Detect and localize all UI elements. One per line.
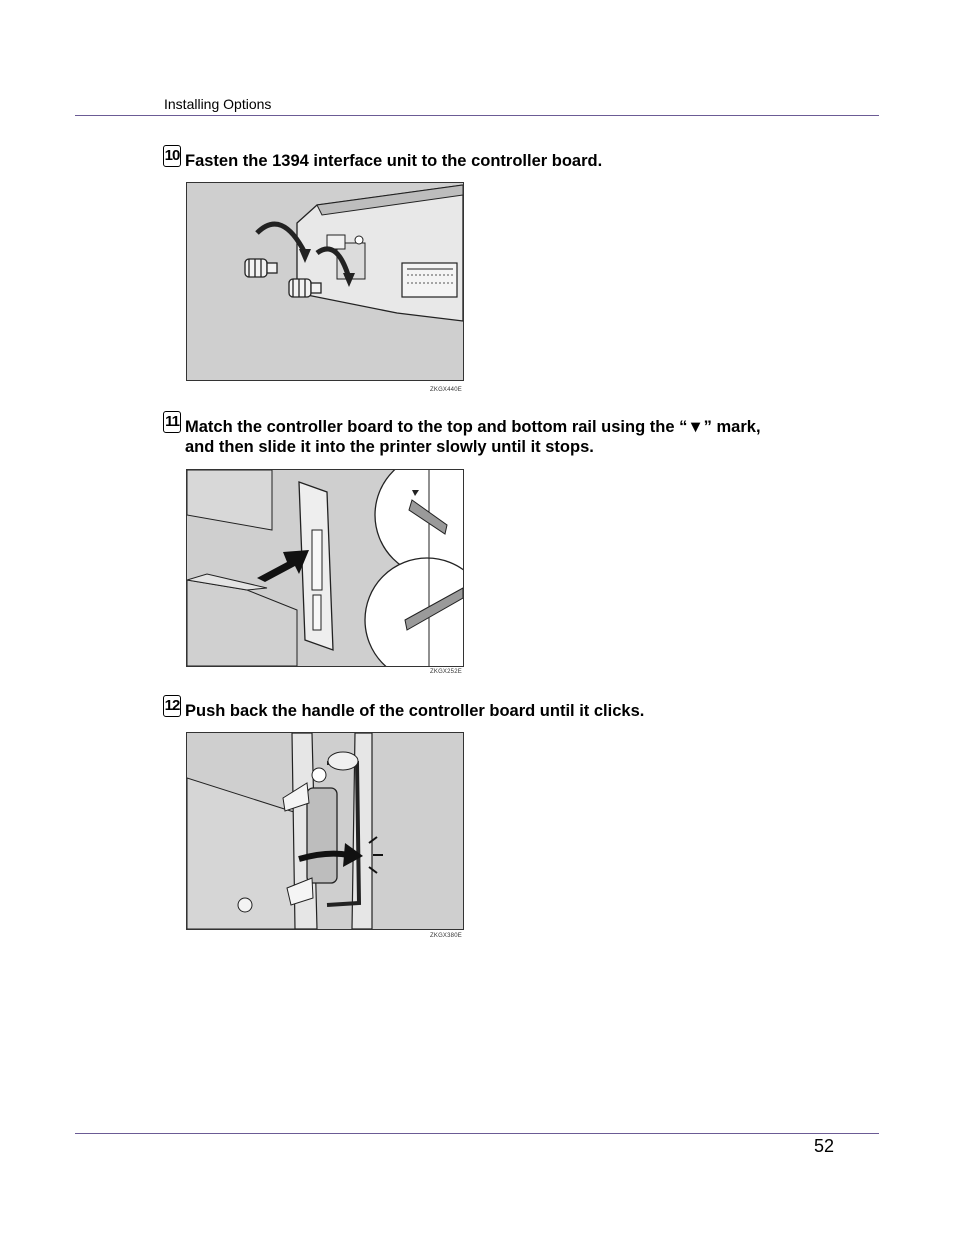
step-instruction-line: and then slide it into the printer slowly until it stops. [185,438,594,456]
footer-rule [75,1133,879,1134]
step-instruction [185,701,644,721]
fasten-screws-illustration [187,183,463,380]
page-number: 52 [814,1136,835,1156]
step-instruction-line: Match the controller board to the top and bottom rail using the “▼” mark, [185,418,761,436]
push-handle-illustration [187,733,463,929]
step-instruction-line: Push back the handle of the controller board until it clicks. [185,702,645,720]
step-instruction [185,151,602,171]
step-number-badge: 10 [163,145,181,167]
figure-code: ZKGX252E [430,669,462,675]
figure-push-handle [186,732,464,930]
figure-code: ZKGX440E [430,387,462,393]
step-number-badge: 11 [163,411,181,433]
header-rule [75,115,879,116]
figure-slide-controller-board [186,469,464,667]
figure-fasten-interface-unit [186,182,464,381]
step-number-badge: 12 [163,695,181,717]
figure-code: ZKGX380E [430,933,462,939]
step-instruction [185,417,761,457]
slide-board-illustration [187,470,463,666]
step-instruction-line: Fasten the 1394 interface unit to the controller board. [185,152,603,170]
running-header: Installing Options [164,96,272,112]
